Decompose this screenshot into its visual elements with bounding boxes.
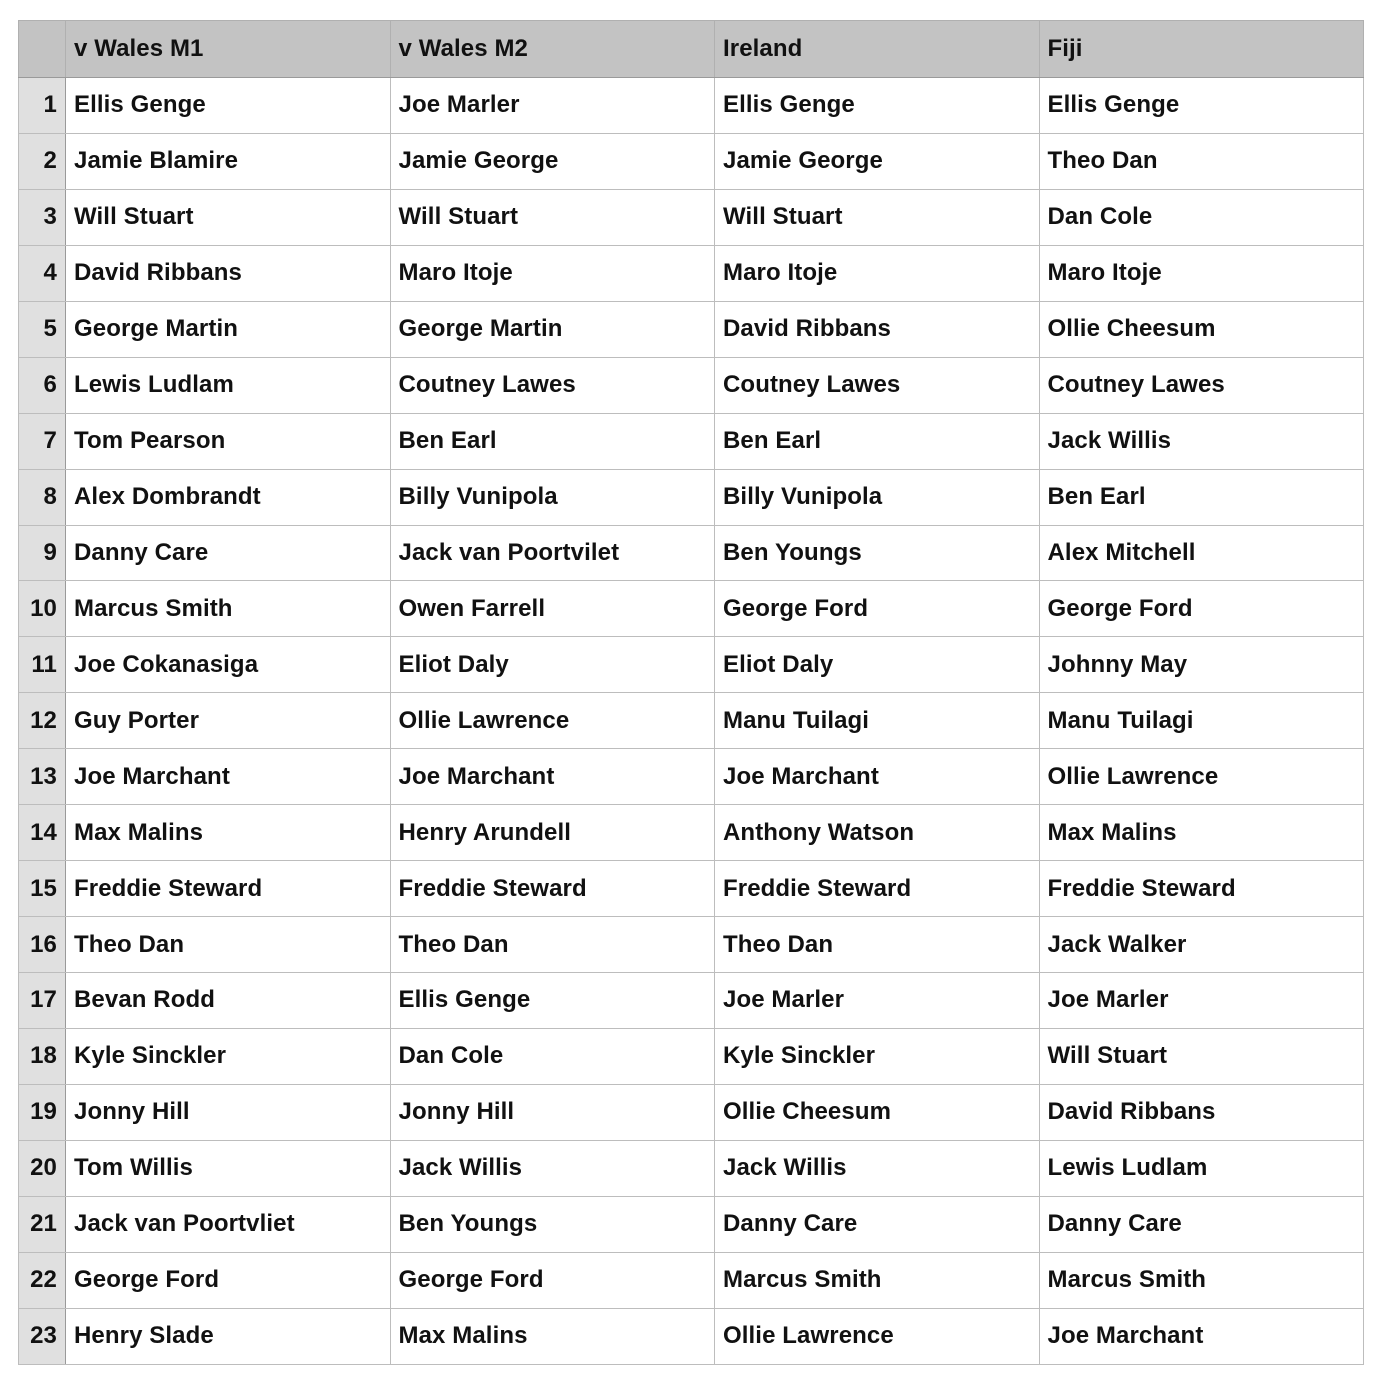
table-row	[19, 1308, 1364, 1364]
table-body	[19, 78, 1364, 1365]
row-number[interactable]: 5	[19, 301, 66, 357]
table-cell[interactable]: Ben Earl	[715, 413, 1040, 469]
table-cell[interactable]: Theo Dan	[715, 917, 1040, 973]
table-row	[19, 917, 1364, 973]
table-cell[interactable]: Ollie Cheesum	[1039, 301, 1364, 357]
table-cell[interactable]: Joe Marchant	[66, 749, 391, 805]
table-row	[19, 357, 1364, 413]
table-cell[interactable]: Jack Willis	[1039, 413, 1364, 469]
table-row	[19, 1196, 1364, 1252]
table-cell[interactable]: Jamie Blamire	[66, 133, 391, 189]
table-cell[interactable]: Ellis Genge	[390, 973, 715, 1029]
row-number[interactable]: 18	[19, 1028, 66, 1084]
table-cell[interactable]: Tom Pearson	[66, 413, 391, 469]
table-cell[interactable]: Kyle Sinckler	[715, 1028, 1040, 1084]
table-cell[interactable]: Henry Arundell	[390, 805, 715, 861]
table-cell[interactable]: Ollie Lawrence	[1039, 749, 1364, 805]
table-row	[19, 861, 1364, 917]
table-cell[interactable]: Lewis Ludlam	[66, 357, 391, 413]
table-cell[interactable]: Ollie Lawrence	[715, 1308, 1040, 1364]
table-cell[interactable]: Manu Tuilagi	[715, 693, 1040, 749]
table-cell[interactable]: Joe Cokanasiga	[66, 637, 391, 693]
table-cell[interactable]: Danny Care	[715, 1196, 1040, 1252]
table-cell[interactable]: Dan Cole	[390, 1028, 715, 1084]
table-row	[19, 805, 1364, 861]
table-cell[interactable]: Ellis Genge	[66, 78, 391, 134]
table-cell[interactable]: Manu Tuilagi	[1039, 693, 1364, 749]
table-cell[interactable]: Joe Marler	[1039, 973, 1364, 1029]
table-cell[interactable]: Lewis Ludlam	[1039, 1140, 1364, 1196]
table-cell[interactable]: Max Malins	[66, 805, 391, 861]
table-cell[interactable]: Marcus Smith	[66, 581, 391, 637]
table-row	[19, 525, 1364, 581]
table-cell[interactable]: Jamie George	[390, 133, 715, 189]
table-cell[interactable]: Freddie Steward	[1039, 861, 1364, 917]
table-cell[interactable]: Maro Itoje	[1039, 245, 1364, 301]
row-number[interactable]: 9	[19, 525, 66, 581]
row-number[interactable]: 21	[19, 1196, 66, 1252]
table-cell[interactable]: Eliot Daly	[390, 637, 715, 693]
table-cell[interactable]: Joe Marchant	[715, 749, 1040, 805]
table-cell[interactable]: Alex Mitchell	[1039, 525, 1364, 581]
table-cell[interactable]: Jack Walker	[1039, 917, 1364, 973]
row-number[interactable]: 3	[19, 189, 66, 245]
row-number[interactable]: 11	[19, 637, 66, 693]
table-row	[19, 78, 1364, 134]
table-cell[interactable]: Dan Cole	[1039, 189, 1364, 245]
table-cell[interactable]: Joe Marler	[715, 973, 1040, 1029]
table-row	[19, 1140, 1364, 1196]
table-cell[interactable]: Theo Dan	[390, 917, 715, 973]
table-cell[interactable]: Anthony Watson	[715, 805, 1040, 861]
table-row	[19, 749, 1364, 805]
table-cell[interactable]: Ben Earl	[1039, 469, 1364, 525]
column-header[interactable]: Ireland	[715, 21, 1040, 78]
table-cell[interactable]: Billy Vunipola	[390, 469, 715, 525]
table-cell[interactable]: Marcus Smith	[715, 1252, 1040, 1308]
table-cell[interactable]: Ollie Cheesum	[715, 1084, 1040, 1140]
table-cell[interactable]: Maro Itoje	[715, 245, 1040, 301]
table-cell[interactable]: Ben Earl	[390, 413, 715, 469]
table-cell[interactable]: Freddie Steward	[66, 861, 391, 917]
corner-cell[interactable]	[19, 21, 66, 78]
row-number[interactable]: 13	[19, 749, 66, 805]
table-cell[interactable]: Max Malins	[1039, 805, 1364, 861]
table-cell[interactable]: Joe Marchant	[1039, 1308, 1364, 1364]
row-number[interactable]: 16	[19, 917, 66, 973]
row-number[interactable]: 2	[19, 133, 66, 189]
table-cell[interactable]: Owen Farrell	[390, 581, 715, 637]
table-cell[interactable]: Ben Youngs	[390, 1196, 715, 1252]
table-row	[19, 637, 1364, 693]
table-cell[interactable]: Jack van Poortvilet	[390, 525, 715, 581]
table-cell[interactable]: Tom Willis	[66, 1140, 391, 1196]
table-cell[interactable]: Coutney Lawes	[715, 357, 1040, 413]
table-cell[interactable]: Eliot Daly	[715, 637, 1040, 693]
row-number[interactable]: 23	[19, 1308, 66, 1364]
table-cell[interactable]: Danny Care	[66, 525, 391, 581]
table-cell[interactable]: George Martin	[390, 301, 715, 357]
table-row	[19, 973, 1364, 1029]
row-number[interactable]: 12	[19, 693, 66, 749]
table-cell[interactable]: Ellis Genge	[1039, 78, 1364, 134]
column-header[interactable]: v Wales M1	[66, 21, 391, 78]
row-number[interactable]: 15	[19, 861, 66, 917]
row-number[interactable]: 22	[19, 1252, 66, 1308]
table-cell[interactable]: David Ribbans	[715, 301, 1040, 357]
row-number[interactable]: 19	[19, 1084, 66, 1140]
table-cell[interactable]: George Ford	[66, 1252, 391, 1308]
table-cell[interactable]: Joe Marler	[390, 78, 715, 134]
row-number[interactable]: 14	[19, 805, 66, 861]
table-cell[interactable]: Alex Dombrandt	[66, 469, 391, 525]
row-number[interactable]: 8	[19, 469, 66, 525]
table-cell[interactable]: Johnny May	[1039, 637, 1364, 693]
table-cell[interactable]: George Ford	[1039, 581, 1364, 637]
table-cell[interactable]: Will Stuart	[390, 189, 715, 245]
table-row	[19, 133, 1364, 189]
table-cell[interactable]: Danny Care	[1039, 1196, 1364, 1252]
row-number[interactable]: 20	[19, 1140, 66, 1196]
table-row	[19, 413, 1364, 469]
table-cell[interactable]: George Ford	[715, 581, 1040, 637]
table-row	[19, 189, 1364, 245]
table-cell[interactable]: Guy Porter	[66, 693, 391, 749]
row-number[interactable]: 4	[19, 245, 66, 301]
table-cell[interactable]: Theo Dan	[66, 917, 391, 973]
table-cell[interactable]: Ollie Lawrence	[390, 693, 715, 749]
table-cell[interactable]: Freddie Steward	[715, 861, 1040, 917]
table-cell[interactable]: Henry Slade	[66, 1308, 391, 1364]
table-cell[interactable]: Will Stuart	[715, 189, 1040, 245]
table-row	[19, 1028, 1364, 1084]
table-row	[19, 693, 1364, 749]
row-number[interactable]: 1	[19, 78, 66, 134]
table-cell[interactable]: Bevan Rodd	[66, 973, 391, 1029]
table-cell[interactable]: Max Malins	[390, 1308, 715, 1364]
table-cell[interactable]: David Ribbans	[1039, 1084, 1364, 1140]
table-cell[interactable]: Kyle Sinckler	[66, 1028, 391, 1084]
row-number[interactable]: 6	[19, 357, 66, 413]
table-cell[interactable]: George Martin	[66, 301, 391, 357]
row-number[interactable]: 10	[19, 581, 66, 637]
table-cell[interactable]: Theo Dan	[1039, 133, 1364, 189]
table-cell[interactable]: Billy Vunipola	[715, 469, 1040, 525]
table-row	[19, 1252, 1364, 1308]
table-cell[interactable]: Jack Willis	[390, 1140, 715, 1196]
table-header	[19, 21, 1364, 78]
column-header[interactable]: Fiji	[1039, 21, 1364, 78]
row-number[interactable]: 17	[19, 973, 66, 1029]
squad-table	[18, 20, 1364, 1365]
table-cell[interactable]: Will Stuart	[66, 189, 391, 245]
row-number[interactable]: 7	[19, 413, 66, 469]
table-row	[19, 581, 1364, 637]
table-cell[interactable]: Maro Itoje	[390, 245, 715, 301]
table-cell[interactable]: Ellis Genge	[715, 78, 1040, 134]
table-row	[19, 245, 1364, 301]
table-cell[interactable]: Jack Willis	[715, 1140, 1040, 1196]
table-cell[interactable]: Freddie Steward	[390, 861, 715, 917]
table-cell[interactable]: Jonny Hill	[66, 1084, 391, 1140]
table-cell[interactable]: Joe Marchant	[390, 749, 715, 805]
table-cell[interactable]: Coutney Lawes	[1039, 357, 1364, 413]
table-cell[interactable]: David Ribbans	[66, 245, 391, 301]
table-cell[interactable]: Jonny Hill	[390, 1084, 715, 1140]
table-cell[interactable]: Jamie George	[715, 133, 1040, 189]
table-cell[interactable]: Coutney Lawes	[390, 357, 715, 413]
table-row	[19, 301, 1364, 357]
table-row	[19, 469, 1364, 525]
table-cell[interactable]: George Ford	[390, 1252, 715, 1308]
table-cell[interactable]: Will Stuart	[1039, 1028, 1364, 1084]
table-row	[19, 1084, 1364, 1140]
table-cell[interactable]: Jack van Poortvliet	[66, 1196, 391, 1252]
table-cell[interactable]: Marcus Smith	[1039, 1252, 1364, 1308]
table-cell[interactable]: Ben Youngs	[715, 525, 1040, 581]
column-header[interactable]: v Wales M2	[390, 21, 715, 78]
header-row	[19, 21, 1364, 78]
